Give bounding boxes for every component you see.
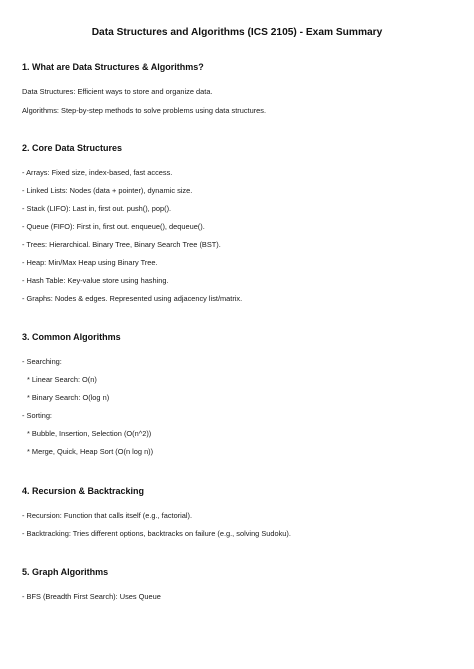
- list-item: - Trees: Hierarchical. Binary Tree, Binary Search Tree (BST).: [22, 240, 221, 249]
- list-item: - Stack (LIFO): Last in, first out. push(), pop().: [22, 204, 172, 213]
- list-item: - Recursion: Function that calls itself (e.g., factorial).: [22, 511, 193, 520]
- list-item: - Hash Table: Key-value store using hashing.: [22, 276, 169, 285]
- section-heading-graph-algorithms: 5. Graph Algorithms: [22, 567, 109, 577]
- list-item: - Graphs: Nodes & edges. Represented using adjacency list/matrix.: [22, 294, 243, 303]
- section-heading-recursion-backtracking: 4. Recursion & Backtracking: [22, 486, 145, 496]
- text-line: Data Structures: Efficient ways to store and organize data.: [22, 87, 213, 96]
- list-item: - Linked Lists: Nodes (data + pointer), dynamic size.: [22, 186, 193, 195]
- list-sub-item: * Linear Search: O(n): [27, 375, 97, 384]
- list-item: - BFS (Breadth First Search): Uses Queue: [22, 592, 161, 601]
- list-item: - Queue (FIFO): First in, first out. enqueue(), dequeue().: [22, 222, 205, 231]
- text-line: Algorithms: Step-by-step methods to solve problems using data structures.: [22, 106, 267, 115]
- list-sub-item: * Binary Search: O(log n): [27, 393, 110, 402]
- list-item: - Backtracking: Tries different options, backtracks on failure (e.g., solving Sudoku).: [22, 529, 291, 538]
- list-sub-item: * Bubble, Insertion, Selection (O(n^2)): [27, 429, 152, 438]
- section-heading-intro: 1. What are Data Structures & Algorithms?: [22, 62, 204, 72]
- section-heading-core-data-structures: 2. Core Data Structures: [22, 143, 123, 153]
- list-item: - Searching:: [22, 357, 62, 366]
- list-item: - Arrays: Fixed size, index-based, fast access.: [22, 168, 173, 177]
- section-heading-common-algorithms: 3. Common Algorithms: [22, 332, 121, 342]
- document-title: Data Structures and Algorithms (ICS 2105) - Exam Summary: [91, 27, 383, 38]
- list-item: - Sorting:: [22, 411, 52, 420]
- list-sub-item: * Merge, Quick, Heap Sort (O(n log n)): [27, 447, 154, 456]
- list-item: - Heap: Min/Max Heap using Binary Tree.: [22, 258, 158, 267]
